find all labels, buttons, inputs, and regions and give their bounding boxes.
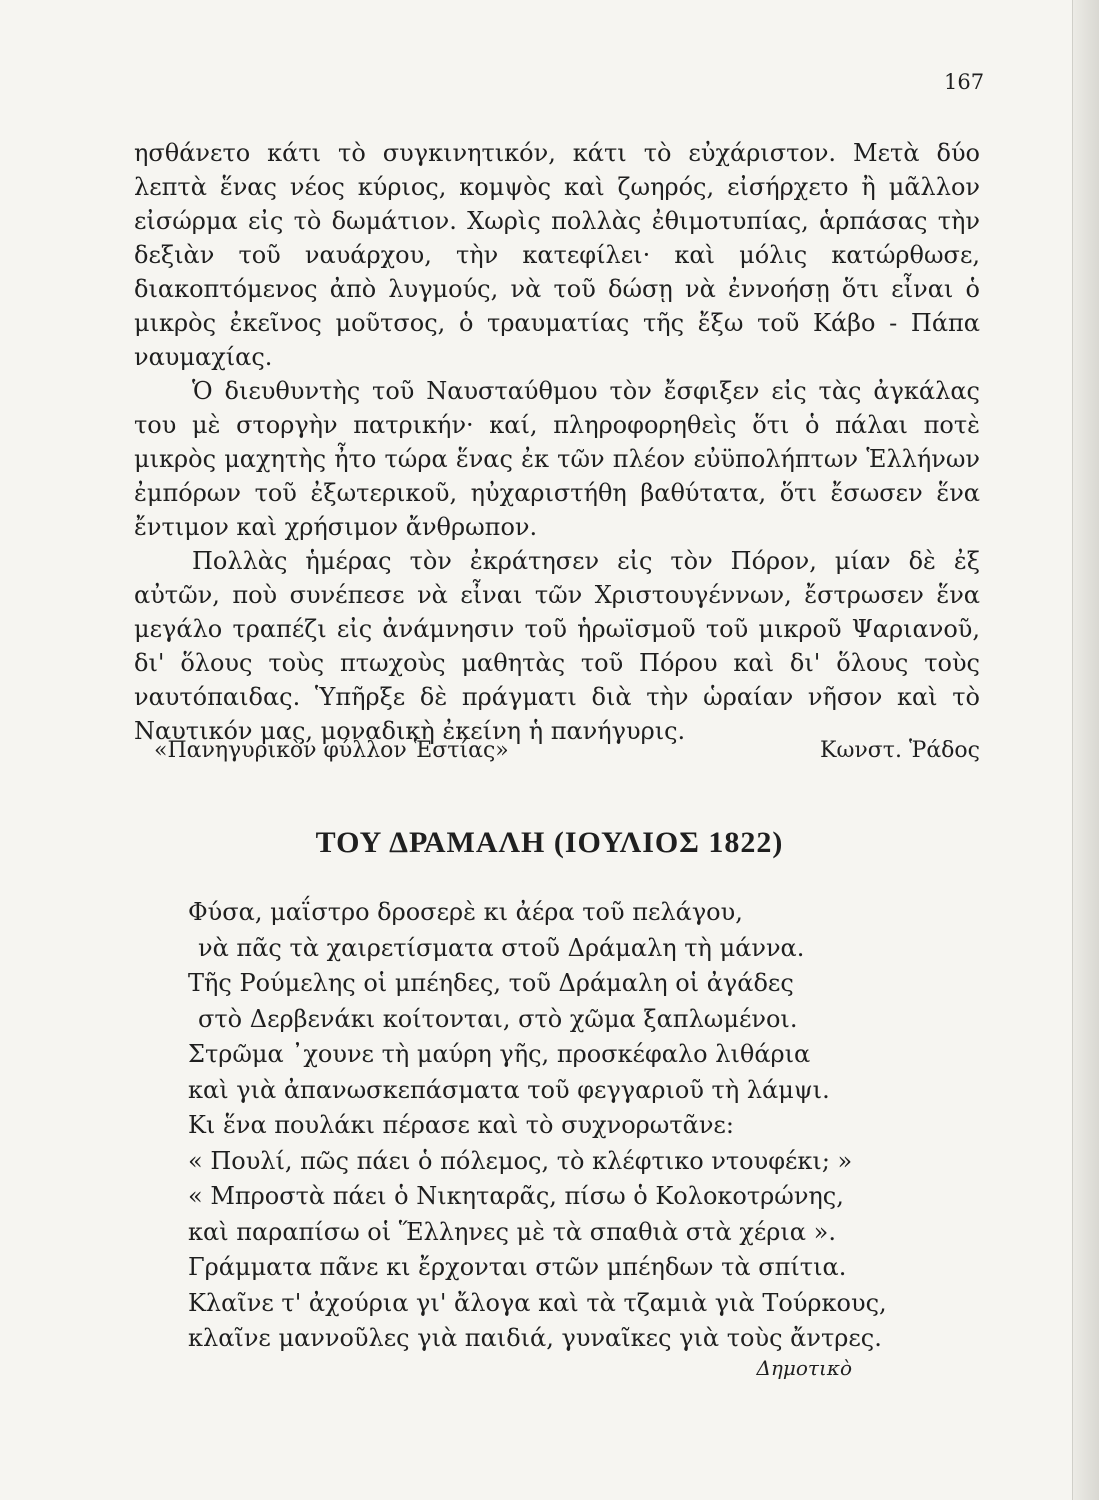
poem <box>188 895 908 1357</box>
poem-title: ΤΟΥ ΔΡΑΜΑΛΗ (ΙΟΥΛΙΟΣ 1822) <box>315 826 784 859</box>
paragraph: ησθάνετο κάτι τὸ συγκινητικόν, κάτι τὸ εὐχάριστον. Μετὰ δύο λεπτὰ ἕνας νέος κύριος, κομψὸς καὶ ζωηρός, εἰσήρχετο ἢ μᾶλλον εἰσώρμα εἰς τὸ δωμάτιον. Χωρὶς πολλὰς ἐθιμοτυπίας, ἁρπάσας τὴν δεξιὰν τοῦ ναυάρχου, τὴν κατεφίλει· καὶ μόλις κατώρθωσε, διακοπτόμενος ἀπὸ λυγμούς, νὰ τοῦ δώσῃ νὰ ἐννοήσῃ ὅτι εἶναι ὁ μικρὸς ἐκεῖνος μοῦτσος, ὁ τραυματίας τῆς ἔξω τοῦ Κάβο - Πάπα ναυμαχίας. <box>134 139 980 371</box>
poem-line: καὶ γιὰ ἀπανωσκεπάσματα τοῦ φεγγαριοῦ τὴ λάμψι. <box>188 1075 830 1104</box>
source-author: Κωνστ. Ῥάδος <box>820 738 980 763</box>
poem-line: « Μπροστὰ πάει ὁ Νικηταρᾶς, πίσω ὁ Κολοκοτρώνης, <box>188 1182 844 1210</box>
poem-line: Γράμματα πᾶνε κι ἔρχονται στῶν μπέηδων τὰ σπίτια. <box>188 1253 847 1281</box>
poem-line: Φύσα, μαΐστρο δροσερὲ κι ἀέρα τοῦ πελάγου, <box>188 898 743 926</box>
page-number: 167 <box>944 70 985 94</box>
poem-line: Κι ἕνα πουλάκι πέρασε καὶ τὸ συχνορωτᾶνε: <box>188 1111 734 1139</box>
poem-line: στὸ Δερβενάκι κοίτονται, στὸ χῶμα ξαπλωμένοι. <box>198 1004 798 1033</box>
prose-body <box>134 136 980 748</box>
poem-line: Κλαῖνε τ' ἀχούρια γι' ἄλογα καὶ τὰ τζαμιὰ γιὰ Τούρκους, <box>188 1288 887 1317</box>
poem-signature: Δημοτικὸ <box>756 1356 852 1380</box>
poem-line: « Πουλί, πῶς πάει ὁ πόλεμος, τὸ κλέφτικο ντουφέκι; » <box>188 1146 853 1175</box>
poem-line: κλαῖνε μαννοῦλες γιὰ παιδιά, γυναῖκες γιὰ τοὺς ἄντρες. <box>188 1324 882 1352</box>
poem-line: νὰ πᾶς τὰ χαιρετίσματα στοῦ Δράμαλη τὴ μάννα. <box>198 933 805 962</box>
paragraph: Πολλὰς ἡμέρας τὸν ἐκράτησεν εἰς τὸν Πόρον, μίαν δὲ ἐξ αὐτῶν, ποὺ συνέπεσε νὰ εἶναι τῶν Χριστουγέννων, ἔστρωσεν ἕνα μεγάλο τραπέζι εἰς ἀνάμνησιν τοῦ ἡρωϊσμοῦ τοῦ μικροῦ Ψαριανοῦ, δι' ὅλους τοὺς πτωχοὺς μαθητὰς τοῦ Πόρου καὶ δι' ὅλους τοὺς ναυτόπαιδας. Ὑπῆρξε δὲ πράγματι διὰ τὴν ὡραίαν νῆσον καὶ τὸ Ναυτικόν μας, μοναδικὴ ἐκείνη ἡ πανήγυρις. <box>134 547 980 745</box>
poem-line: καὶ παραπίσω οἱ Ἕλληνες μὲ τὰ σπαθιὰ στὰ χέρια ». <box>188 1217 836 1246</box>
source-publication: «Πανηγυρικὸν φύλλον Ἑστίας» <box>154 738 509 763</box>
paragraph: Ὁ διευθυντὴς τοῦ Ναυσταύθμου τὸν ἔσφιξεν εἰς τὰς ἀγκάλας του μὲ στοργὴν πατρικήν· καί, πληροφορηθεὶς ὅτι ὁ πάλαι ποτὲ μικρὸς μαχητὴς ἦτο τώρα ἕνας ἐκ τῶν πλέον εὐϋπολήπτων Ἑλλήνων ἐμπόρων τοῦ ἐξωτερικοῦ, ηὐχαριστήθη βαθύτατα, ὅτι ἔσωσεν ἕνα ἔντιμον καὶ χρήσιμον ἄνθρωπον. <box>134 377 980 541</box>
source-attribution <box>154 738 980 763</box>
page-edge <box>1072 0 1099 1500</box>
poem-line: Τῆς Ρούμελης οἱ μπέηδες, τοῦ Δράμαλη οἱ ἀγάδες <box>188 969 794 997</box>
poem-line: Στρῶμα ᾽χουνε τὴ μαύρη γῆς, προσκέφαλο λιθάρια <box>188 1040 811 1068</box>
